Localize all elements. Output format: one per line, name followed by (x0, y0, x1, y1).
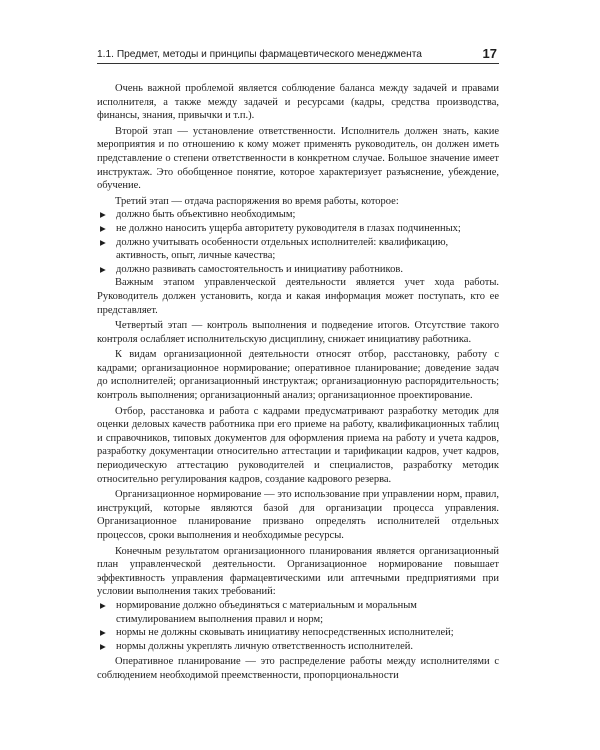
list-item (97, 236, 499, 263)
paragraph: Организационное нормирование — это использование при управлении норм, правил, инструкций, которые являются базой для организации процесса управления. Организационное планирование призвано определять исполнителей отдельных процессов, сроки выполнения и необходимые ресурсы. (97, 489, 499, 541)
running-header (97, 46, 499, 64)
bullet-icon: ▶ (100, 223, 106, 233)
paragraph: Оперативное планирование — это распределение работы между исполнителями с соблюдением необходимой преемственности, пропорциональности (97, 656, 499, 681)
header-title: 1.1. Предмет, методы и принципы фармацевтического менеджмента (97, 49, 422, 60)
bullet-list (97, 599, 499, 653)
paragraph: Третий этап — отдача распоряжения во время работы, которое: (115, 195, 399, 207)
list-item (97, 222, 499, 236)
list-item (97, 640, 499, 654)
bullet-icon: ▶ (100, 600, 106, 610)
page-number: 17 (482, 46, 497, 61)
list-item-text: должно учитывать особенности отдельных исполнителей: квалификацию, активность, опыт, личные качества; (116, 236, 449, 262)
list-item (97, 263, 499, 277)
list-item-text: нормы не должны сковывать инициативу непосредственных исполнителей; (116, 627, 454, 639)
page-body (97, 82, 499, 683)
bullet-icon: ▶ (100, 641, 106, 651)
paragraph: Второй этап — установление ответственности. Исполнитель должен знать, какие мероприятия и по отношению к кому может применять руководитель, он должен иметь представление о степени ответственности в конкретном случае. Большое значение имеет инструктаж. Это обобщенное понятие, которое характеризует разъяснение, убеждение, обучение. (97, 125, 499, 192)
list-item (97, 599, 499, 626)
paragraph: Важным этапом управленческой деятельности является учет хода работы. Руководитель должен установить, когда и какая информация может поступать, кто ее представляет. (97, 277, 499, 316)
paragraph: Конечным результатом организационного планирования является организационный план управленческой деятельности. Организационное нормирование повышает эффективность управления фармацевтическими или аптечными предприятиями при условии выполнения таких требований: (97, 545, 499, 598)
list-item-text: не должно наносить ущерба авторитету руководителя в глазах подчиненных; (116, 222, 461, 234)
paragraph: К видам организационной деятельности относят отбор, расстановку, работу с кадрами; организационное нормирование; оперативное планирование; доведение задач до исполнителей; организационный инструктаж; организационную распорядительность; контроль выполнения; организационный анализ; организационное проектирование. (97, 349, 499, 402)
bullet-list (97, 208, 499, 276)
list-item (97, 208, 499, 222)
list-item (97, 626, 499, 640)
paragraph: Отбор, расстановка и работа с кадрами предусматривают разработку методик для оценки деловых качеств работника при его приеме на работу, квалификационных таблиц и справочников, типовых документов для оформления приема на работу и учета кадров, разработку документации относительно аттестации и тарификации кадров, учет кадров, периодическую аттестацию руководителей и специалистов, разработку методик относительно регулирования кадров, создание кадрового резерва. (97, 405, 499, 485)
bullet-icon: ▶ (100, 628, 106, 638)
list-item-text: нормы должны укреплять личную ответственность исполнителей. (116, 640, 414, 652)
list-item-text: должно развивать самостоятельность и инициативу работников. (116, 263, 403, 275)
paragraph: Четвертый этап — контроль выполнения и подведение итогов. Отсутствие такого контроля ослабляет исполнительскую дисциплину, снижает инициативу работника. (97, 320, 499, 345)
bullet-icon: ▶ (100, 210, 106, 220)
list-item-text: должно быть объективно необходимым; (116, 209, 296, 221)
paragraph: Очень важной проблемой является соблюдение баланса между задачей и правами исполнителя, а также между задачей и ресурсами (кадры, средства производства, финансы, знания, привычки и т.п.). (97, 83, 499, 122)
list-item-text: нормирование должно объединяться с материальным и моральным стимулированием выполнения правил и норм; (116, 599, 417, 625)
bullet-icon: ▶ (100, 237, 106, 247)
bullet-icon: ▶ (100, 264, 106, 274)
